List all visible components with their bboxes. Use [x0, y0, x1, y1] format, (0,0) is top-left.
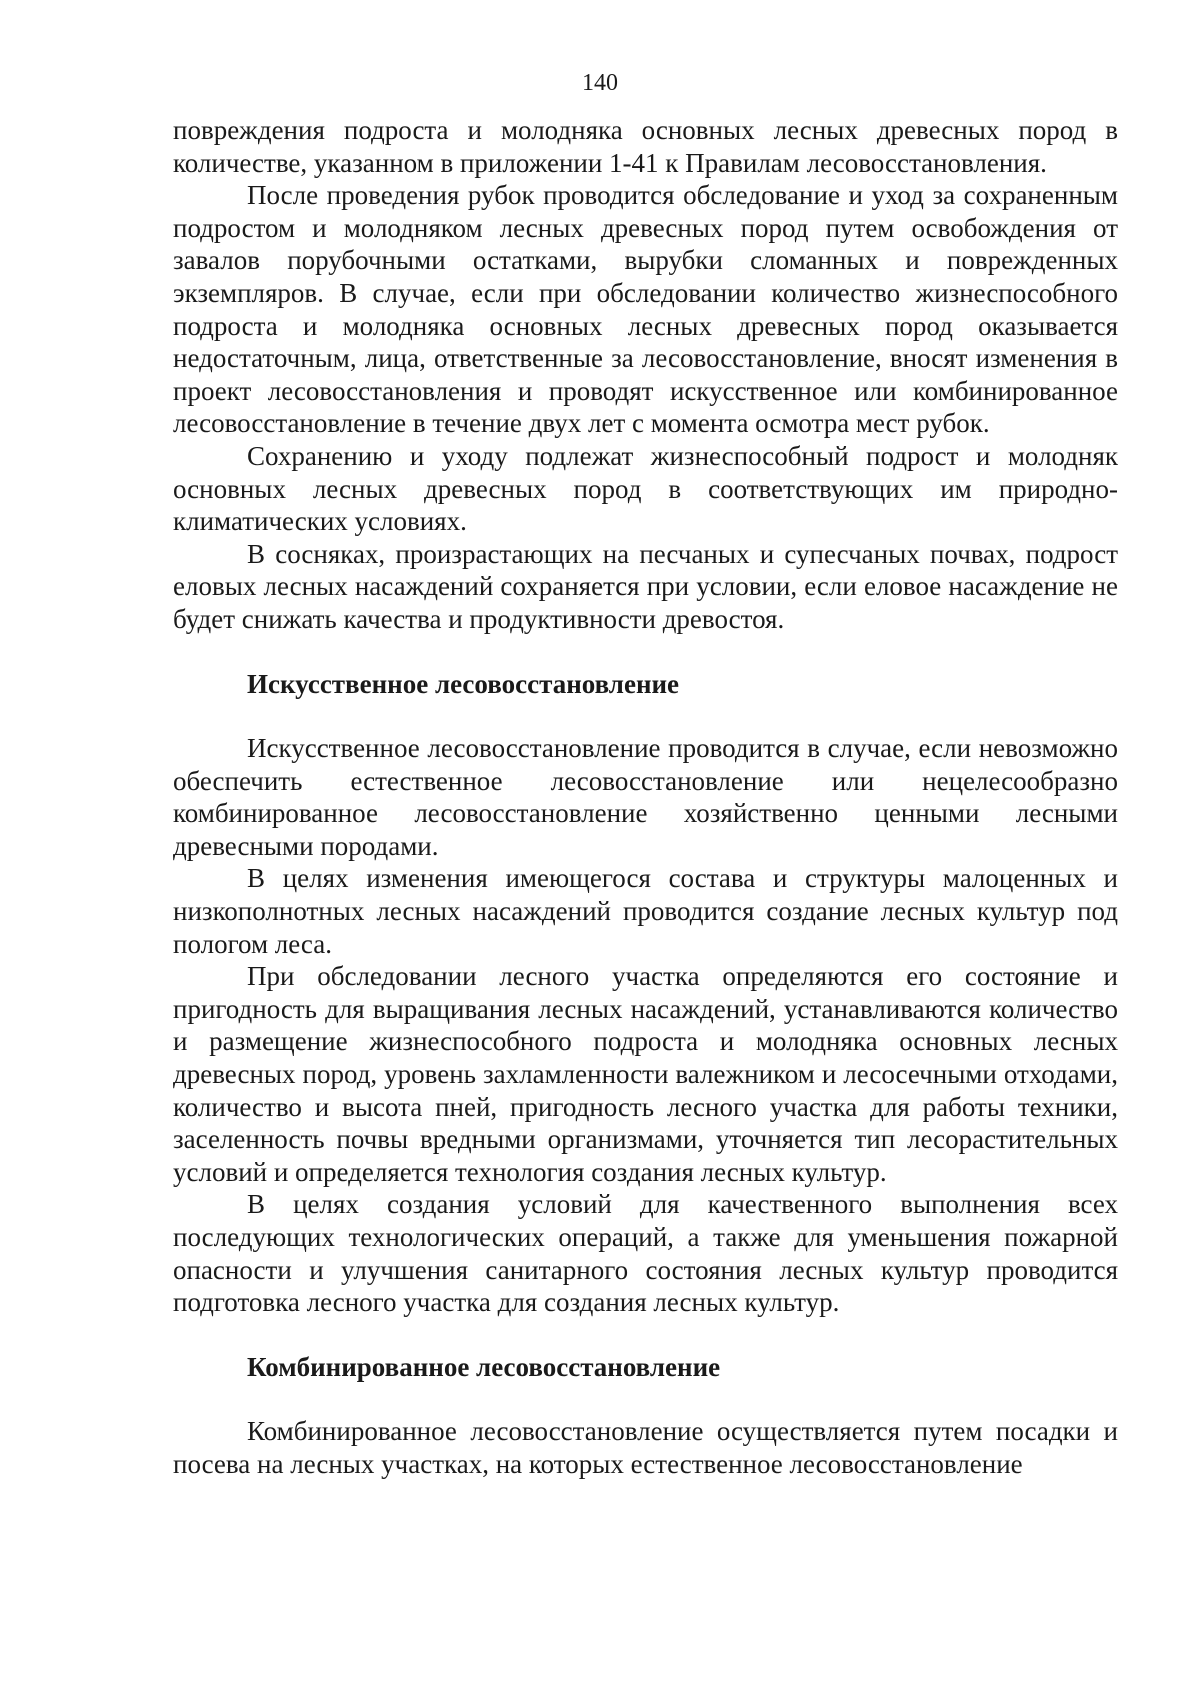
paragraph: В сосняках, произрастающих на песчаных и супесчаных почвах, подрост еловых лесных насаждений сохраняется при условии, если еловое насаждение не будет снижать качества и продуктивности древостоя. [173, 538, 1118, 634]
document-body [173, 114, 1118, 1481]
paragraph-continuation: повреждения подроста и молодняка основных лесных древесных пород в количестве, указанном в приложении 1-41 к Правилам лесовосстановления. [173, 115, 1118, 178]
paragraph: Сохранению и уходу подлежат жизнеспособный подрост и молодняк основных лесных древесных пород в соответствующих им природно-климатических условиях. [173, 440, 1118, 537]
paragraph: Искусственное лесовосстановление проводится в случае, если невозможно обеспечить естественное лесовосстановление или нецелесообразно комбинированное лесовосстановление хозяйственно ценными лесными древесными породами. [173, 733, 1118, 861]
section-heading-artificial: Искусственное лесовосстановление [247, 668, 680, 699]
section-heading-combined: Комбинированное лесовосстановление [247, 1351, 721, 1382]
page-number: 140 [582, 70, 618, 96]
paragraph: При обследовании лесного участка определяются его состояние и пригодность для выращивания лесных насаждений, устанавливаются количество и размещение жизнеспособного подроста и молодняка основных лесных древесных пород, уровень захламленности валежником и лесосечными отходами, количество и высота пней, пригодность лесного участка для работы техники, заселенность почвы вредными организмами, уточняется тип лесорастительных условий и определяется технология создания лесных культур. [173, 961, 1118, 1187]
paragraph: В целях изменения имеющегося состава и структуры малоценных и низкополнотных лесных насаждений проводится создание лесных культур под пологом леса. [173, 863, 1118, 959]
paragraph: После проведения рубок проводится обследование и уход за сохраненным подростом и молодняком лесных древесных пород путем освобождения от завалов порубочными остатками, вырубки сломанных и поврежденных экземпляров. В случае, если при обследовании количество жизнеспособного подроста и молодняка основных лесных древесных пород оказывается недостаточным, лица, ответственные за лесовосстановление, вносят изменения в проект лесовосстановления и проводят искусственное или комбинированное лесовосстановление в течение двух лет с момента осмотра мест рубок. [173, 180, 1118, 439]
paragraph: В целях создания условий для качественного выполнения всех последующих технологических операций, а также для уменьшения пожарной опасности и улучшения санитарного состояния лесных культур проводится подготовка лесного участка для создания лесных культур. [173, 1189, 1118, 1318]
paragraph: Комбинированное лесовосстановление осуществляется путем посадки и посева на лесных участках, на которых естественное лесовосстановление [173, 1416, 1118, 1479]
